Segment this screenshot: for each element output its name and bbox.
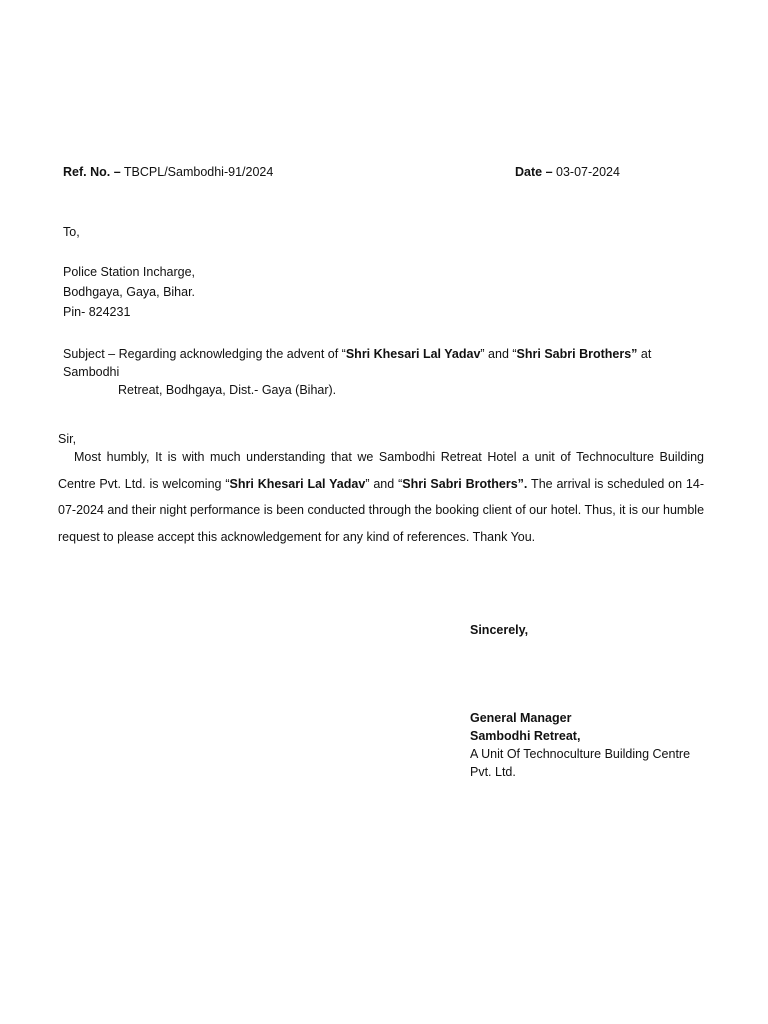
ref-label: Ref. No. – [63,165,121,179]
salutation: Sir, [58,432,77,446]
body-paragraph: Most humbly, It is with much understanding that we Sambodhi Retreat Hotel a unit of Technoculture Building Centre Pvt. Ltd. is welcoming “Shri Khesari Lal Yadav” and “Shri Sabri Brothers”. The arrival is scheduled on 14-07-2024 and their night performance is been conducted through the booking client of our hotel. Thus, it is our humble request to please accept this acknowledgement for any kind of references. Thank You. [58,450,705,544]
body-guest-1: Shri Khesari Lal Yadav [229,476,366,491]
sincerely: Sincerely, [470,623,529,637]
date-label: Date – [515,165,553,179]
ref-value: TBCPL/Sambodhi-91/2024 [123,165,274,179]
recipient-line-2: Bodhgaya, Gaya, Bihar. [63,285,196,299]
body-guest-2: Shri Sabri Brothers”. [402,476,528,491]
reference-number [63,165,273,179]
subject-guest-2: Shri Sabri Brothers” [516,347,638,361]
to-line: To, [63,225,80,239]
date-value: 03-07-2024 [556,165,620,179]
subject-guest-1: Shri Khesari Lal Yadav [345,347,481,361]
company-line-1: A Unit Of Technoculture Building Centre [470,747,691,761]
signature-block [470,709,690,781]
letter-date [515,165,620,179]
subject-line-1: Subject – Regarding acknowledging the advent of “Shri Khesari Lal Yadav” and “Shri Sabri Brothers” at Sambodhi [63,347,652,379]
signatory-organization: Sambodhi Retreat, [470,729,581,743]
subject-block [63,345,708,399]
recipient-line-1: Police Station Incharge, [63,265,196,279]
company-line-2: Pvt. Ltd. [470,765,516,779]
subject-label: Subject – [63,347,116,361]
subject-line-2: Retreat, Bodhgaya, Dist.- Gaya (Bihar). [118,383,337,397]
signatory-title: General Manager [470,711,572,725]
recipient-pin: Pin- 824231 [63,305,131,319]
